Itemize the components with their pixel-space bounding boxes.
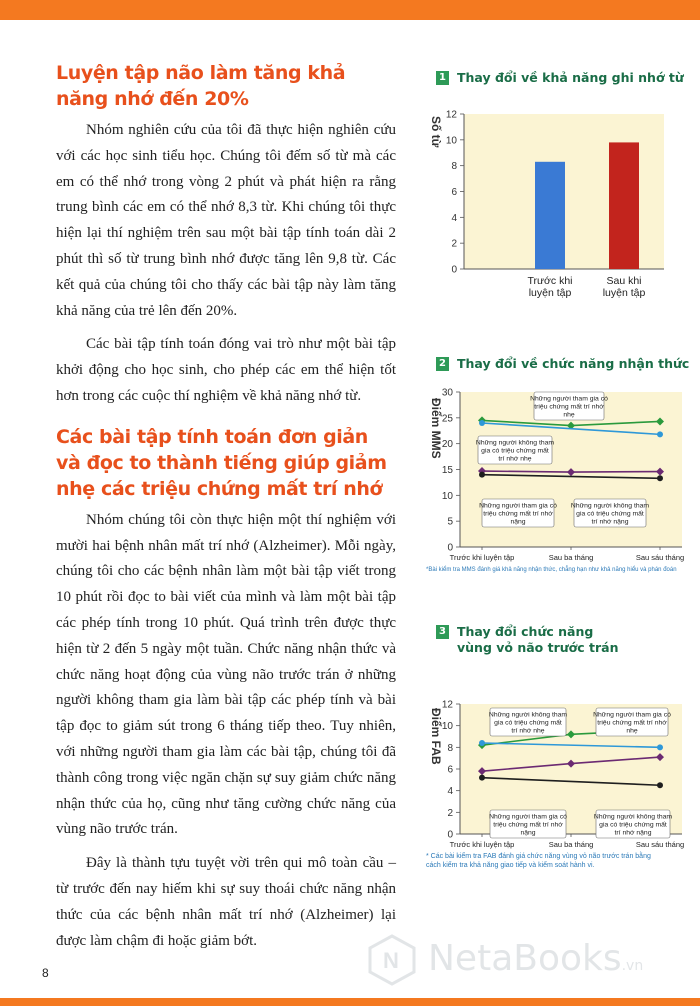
chart2-ytick-label: 5 bbox=[447, 516, 453, 528]
chart2-annotation-text: Những người không tham bbox=[570, 502, 650, 510]
chart3-xtick-label: Sau ba tháng bbox=[548, 840, 594, 849]
chart3-annotation-text: trí nhớ nhẹ bbox=[511, 727, 545, 735]
chart2-annotation-text: gia có triệu chứng mất bbox=[576, 510, 644, 518]
chart3-title bbox=[424, 624, 694, 656]
chart1-bar bbox=[609, 142, 639, 269]
chart3-ytick-label: 2 bbox=[447, 807, 453, 819]
watermark-suffix: .vn bbox=[621, 958, 644, 974]
chart1-bar bbox=[535, 162, 565, 269]
chart1-title bbox=[424, 70, 684, 86]
chart2-ytick-label: 20 bbox=[441, 439, 453, 451]
watermark-logo-icon bbox=[368, 934, 416, 986]
chart2-annotation-text: trí nhớ nhẹ bbox=[498, 455, 532, 463]
watermark bbox=[368, 934, 688, 990]
chart3-title-line2: vùng vỏ não trước trán bbox=[457, 640, 619, 655]
chart3-number: 3 bbox=[436, 625, 449, 639]
chart2-annotation-text: Những người không tham bbox=[475, 439, 555, 447]
chart1-y-axis-label: Số từ bbox=[429, 116, 443, 148]
chart2-plot bbox=[424, 378, 694, 568]
chart1-xtick-label: Trước khi bbox=[527, 275, 573, 287]
section2-heading: Các bài tập tính toán đơn giản và đọc to thành tiếng giúp giảm nhẹ các triệu chứng mất trí nhớ bbox=[56, 425, 387, 500]
chart1-plot bbox=[424, 92, 684, 317]
chart1-xtick-label: luyện tập bbox=[528, 287, 572, 299]
chart3-data-point bbox=[657, 782, 663, 788]
section1-paragraph-1: Nhóm nghiên cứu của tôi đã thực hiện nghiên cứu với các học sinh tiểu học. Chúng tôi đếm số từ mà các em có thể nhớ trong vòng 2 phút và phát hiện ra rằng trung bình các em có thể nhớ 8,3 từ. Khi chúng tôi thực hiện lại thí nghiệm trên sau một bài tập tính toán dài 2 phút thì số từ trung bình nhớ được tăng lên 9,8 từ. Các kết quả của chúng tôi cho thấy các bài tập này làm tăng khả năng của trẻ lên đến 20%. bbox=[56, 122, 396, 319]
chart2-data-point bbox=[657, 431, 663, 437]
chart1-ytick-label: 2 bbox=[451, 238, 457, 250]
chart2-annotation-text: trí nhớ nặng bbox=[591, 518, 629, 526]
chart3-data-point bbox=[479, 775, 485, 781]
chart2-ytick-label: 15 bbox=[441, 465, 453, 476]
chart3-annotation-text: Những người tham gia có bbox=[593, 711, 671, 719]
chart2-data-point bbox=[479, 472, 485, 478]
chart2-annotation-text: Những người tham gia có bbox=[479, 502, 557, 510]
chart2-annotation-text: nặng bbox=[510, 518, 526, 526]
chart3-plot bbox=[424, 660, 694, 855]
chart2-annotation-text: nhẹ bbox=[563, 411, 575, 419]
chart3 bbox=[424, 624, 694, 869]
chart2-annotation-text: Những người tham gia có bbox=[530, 395, 608, 403]
chart3-ytick-label: 10 bbox=[441, 721, 453, 733]
chart3-annotation-text: Những người tham gia có bbox=[489, 813, 567, 821]
chart2-xtick-label: Sau ba tháng bbox=[548, 553, 594, 562]
article-column bbox=[56, 60, 396, 962]
section1-paragraph-2: Các bài tập tính toán đóng vai trò như một bài tập khởi động cho học sinh, cho phép các em thể hiện tốt hơn trong các cuộc thí nghiệm về khả năng nhớ từ. bbox=[56, 336, 396, 404]
chart3-annotation-text: triệu chứng mất trí nhớ bbox=[493, 821, 563, 829]
chart2-data-point bbox=[479, 420, 485, 426]
chart3-ytick-label: 6 bbox=[447, 764, 453, 776]
chart3-annotation-text: gia có triệu chứng mất bbox=[599, 821, 667, 829]
chart3-footnote: * Các bài kiểm tra FAB đánh giá chức năng vùng vỏ não trước trán bằng cách kiểm tra khả năng giao tiếp và kiểm soát hành vi. bbox=[426, 853, 651, 869]
section2-paragraph-1: Nhóm chúng tôi còn thực hiện một thí nghiệm với mười hai bệnh nhân mất trí nhớ (Alzheimer). Mỗi ngày, chúng tôi cho các bệnh nhân làm một bài tập viết trong 10 phút rồi đọc to bài viết của mình và làm một bài tập các phép tính trong 10 phút. Quá trình trên được thực hiện từ 2 đến 5 ngày một tuần. Chức năng nhận thức và chức năng hoạt động của vùng não trước trán ở những người không tham gia làm bài tập các phép tính và bài tập đọc to giảm sút trong 6 tháng tiếp theo. Tuy nhiên, với những người tham gia làm các bài tập, chúng tôi đã thành công trong việc ngăn chặn sự suy giảm chức năng nhận thức của họ, cũng như tăng cường chức năng của vùng não trước trán. bbox=[56, 511, 396, 838]
chart2 bbox=[424, 356, 694, 573]
chart3-xtick-label: Trước khi luyện tập bbox=[449, 840, 515, 849]
chart2-title bbox=[424, 356, 694, 372]
chart2-number: 2 bbox=[436, 357, 449, 371]
chart2-data-point bbox=[657, 475, 663, 481]
chart3-title-line1: Thay đổi chức năng bbox=[457, 624, 594, 639]
chart1-xtick-label: Sau khi bbox=[606, 275, 642, 287]
chart3-annotation-text: trí nhớ nặng bbox=[614, 829, 652, 837]
chart2-footnote: *Bài kiểm tra MMS đánh giá khả năng nhận thức, chẳng hạn như khả năng hiểu và phán đoán bbox=[426, 567, 677, 573]
chart1-ytick-label: 12 bbox=[445, 109, 457, 121]
chart2-title-text: Thay đổi về chức năng nhận thức bbox=[457, 356, 690, 371]
section1-heading: Luyện tập não làm tăng khả năng nhớ đến 20% bbox=[56, 62, 346, 110]
chart2-ytick-label: 30 bbox=[441, 387, 453, 399]
chart3-ytick-label: 0 bbox=[447, 829, 453, 841]
chart3-annotation-text: gia có triệu chứng mất bbox=[494, 719, 562, 727]
chart1-xtick-label: luyện tập bbox=[602, 287, 646, 299]
chart1-ytick-label: 8 bbox=[451, 161, 457, 173]
chart2-xtick-label: Sau sáu tháng bbox=[635, 553, 685, 562]
chart3-ytick-label: 12 bbox=[441, 699, 453, 711]
chart3-annotation-text: Những người không tham bbox=[488, 711, 568, 719]
watermark-text: NetaBooks bbox=[428, 938, 622, 979]
chart2-ytick-label: 10 bbox=[441, 490, 453, 502]
chart2-annotation-text: triệu chứng mất trí nhớ bbox=[483, 510, 553, 518]
bottom-orange-bar bbox=[0, 998, 700, 1006]
chart1-ytick-label: 4 bbox=[451, 212, 457, 224]
chart1-ytick-label: 6 bbox=[451, 187, 457, 198]
chart2-y-axis-label: Điểm MMS bbox=[429, 398, 443, 459]
chart3-data-point bbox=[657, 744, 663, 750]
chart1-title-text: Thay đổi về khả năng ghi nhớ từ bbox=[457, 70, 684, 85]
chart1-number: 1 bbox=[436, 71, 449, 85]
chart1-ytick-label: 10 bbox=[445, 135, 457, 147]
chart2-annotation-text: triệu chứng mất trí nhớ bbox=[534, 403, 604, 411]
chart3-xtick-label: Sau sáu tháng bbox=[635, 840, 685, 849]
page-number: 8 bbox=[42, 966, 49, 980]
svg-text:N: N bbox=[383, 948, 399, 973]
section2-paragraph-2: Đây là thành tựu tuyệt vời trên qui mô toàn cầu – từ trước đến nay hiếm khi sự suy thoái chức năng nhận thức của các bệnh nhân mất trí nhớ (Alzheimer) lại được làm chậm đi hoặc giảm bớt. bbox=[56, 855, 396, 949]
chart3-ytick-label: 4 bbox=[447, 786, 453, 798]
chart3-ytick-label: 8 bbox=[447, 742, 453, 754]
chart3-annotation-text: triệu chứng mất trí nhớ bbox=[597, 719, 667, 727]
chart2-ytick-label: 0 bbox=[447, 542, 453, 554]
chart2-ytick-label: 25 bbox=[441, 413, 453, 425]
chart3-annotation-text: nặng bbox=[520, 829, 536, 837]
chart3-annotation-text: Những người không tham bbox=[593, 813, 673, 821]
chart2-xtick-label: Trước khi luyện tập bbox=[449, 553, 515, 562]
chart3-y-axis-label: Điểm FAB bbox=[429, 708, 443, 765]
chart1 bbox=[424, 70, 684, 299]
chart3-data-point bbox=[479, 740, 485, 746]
chart2-annotation-text: gia có triệu chứng mất bbox=[481, 447, 549, 455]
chart3-annotation-text: nhẹ bbox=[626, 727, 638, 735]
chart1-ytick-label: 0 bbox=[451, 264, 457, 276]
top-orange-bar bbox=[0, 0, 700, 20]
